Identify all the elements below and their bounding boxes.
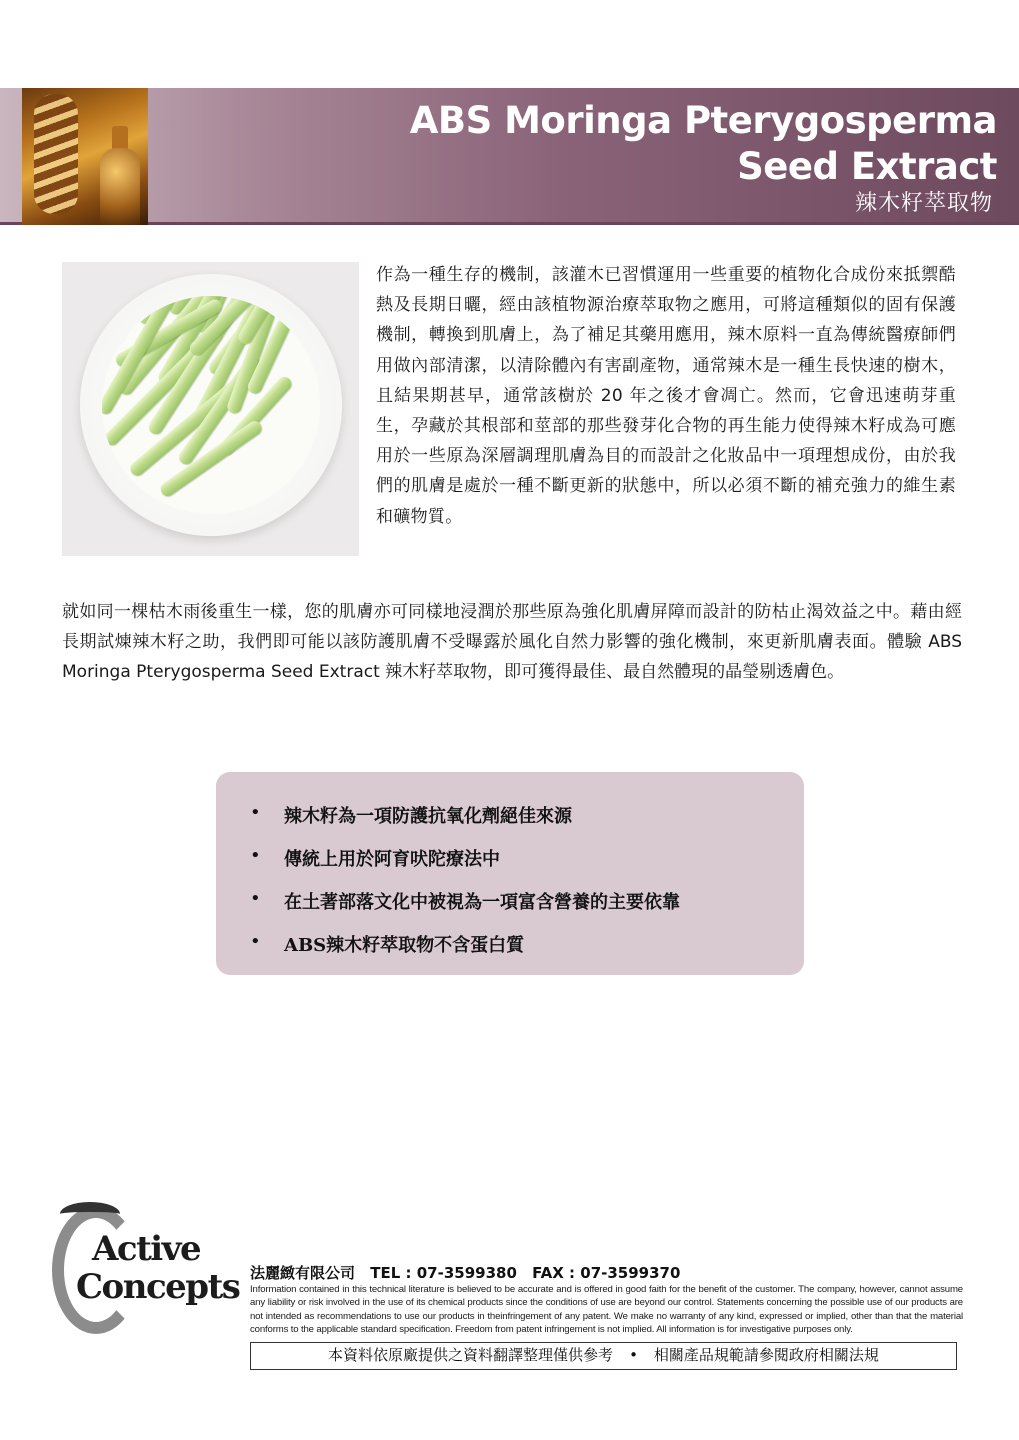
logo-text	[76, 1229, 240, 1307]
notice-separator: •	[629, 1346, 638, 1364]
logo-line-2: Concepts	[76, 1267, 240, 1307]
highlight-item	[250, 931, 680, 974]
spiral-shape	[34, 94, 78, 214]
notice-box	[250, 1342, 957, 1370]
company-tel: TEL : 07-3599380	[370, 1264, 517, 1282]
company-logo	[50, 1200, 240, 1340]
disclaimer-text: Information contained in this technical literature is believed to be accurate and is offered in good faith for the benefit of the customer. The company, however, cannot assume any liability or risk involved in the use of its chemical products since the conditions of use are beyond our control. Statements concerning the possible use of our products are not intended as recommendations to use our products in theinfringement of any patent. We make no warranty of any kind, expressed or implied, other than that the material conforms to the applicable standard specification. Freedom from patent infringement is not implied. All information is for investigative purposes only.	[250, 1284, 963, 1336]
company-contact	[250, 1262, 680, 1283]
company-name: 法麗緻有限公司	[250, 1264, 356, 1282]
title-line-1: ABS Moringa Pterygosperma	[409, 99, 997, 142]
bottle-shape	[100, 148, 140, 225]
company-fax: FAX : 07-3599370	[532, 1264, 681, 1282]
highlight-text: ABS辣木籽萃取物不含蛋白質	[284, 935, 525, 956]
bullet-icon: •	[250, 802, 261, 823]
highlight-text: 辣木籽為一項防護抗氧化劑絕佳來源	[284, 806, 572, 827]
highlight-box	[216, 772, 804, 975]
bowl-inner	[102, 296, 320, 514]
highlight-list	[250, 802, 680, 974]
intro-paragraph: 作為一種生存的機制，該灌木已習慣運用一些重要的植物化合成份來抵禦酷熱及長期日曬，經由該植物源治療萃取物之應用，可將這種類似的固有保護機制，轉換到肌膚上，為了補足其藥用應用，辣木原料一直為傳統醫療師們用做內部清潔，以清除體內有害副產物，通常辣木是一種生長快速的樹木，且結果期甚早，通常該樹於 20 年之後才會凋亡。然而，它會迅速萌芽重生，孕藏於其根部和莖部的那些發芽化合物的再生能力使得辣木籽成為可應用於一些原為深層調理肌膚為目的而設計之化妝品中一項理想成份，由於我們的肌膚是處於一種不斷更新的狀態中，所以必須不斷的補充強力的維生素和礦物質。	[376, 265, 956, 527]
highlight-item	[250, 845, 680, 888]
bowl	[80, 274, 342, 536]
bullet-icon: •	[250, 888, 261, 909]
highlight-text: 傳統上用於阿育吠陀療法中	[284, 849, 500, 870]
notice-right: 相關產品規範請參閱政府相關法規	[653, 1346, 879, 1364]
highlight-item	[250, 802, 680, 845]
header-photo	[22, 88, 148, 225]
bullet-icon: •	[250, 845, 261, 866]
page-title	[297, 98, 997, 190]
notice-left: 本資料依原廠提供之資料翻譯整理僅供參考	[328, 1346, 614, 1364]
highlight-item	[250, 888, 680, 931]
page-subtitle: 辣木籽萃取物	[854, 191, 993, 216]
highlight-text: 在土著部落文化中被視為一項富含營養的主要依靠	[284, 892, 680, 913]
body-paragraph: 就如同一棵枯木雨後重生一樣，您的肌膚亦可同樣地浸潤於那些原為強化肌膚屏障而設計的防枯止渴效益之中。藉由經長期試煉辣木籽之助，我們即可能以該防護肌膚不受曝露於風化自然力影響的強化機制，來更新肌膚表面。體驗 ABS Moringa Pterygosperma Seed Extract 辣木籽萃取物，即可獲得最佳、最自然體現的晶瑩剔透膚色。	[62, 602, 962, 682]
header-rule	[0, 222, 1019, 225]
logo-arc-dark-icon	[60, 1202, 120, 1226]
title-line-2: Seed Extract	[737, 145, 997, 188]
bullet-icon: •	[250, 931, 261, 952]
product-photo	[62, 262, 359, 556]
logo-line-1: Active	[92, 1229, 201, 1269]
